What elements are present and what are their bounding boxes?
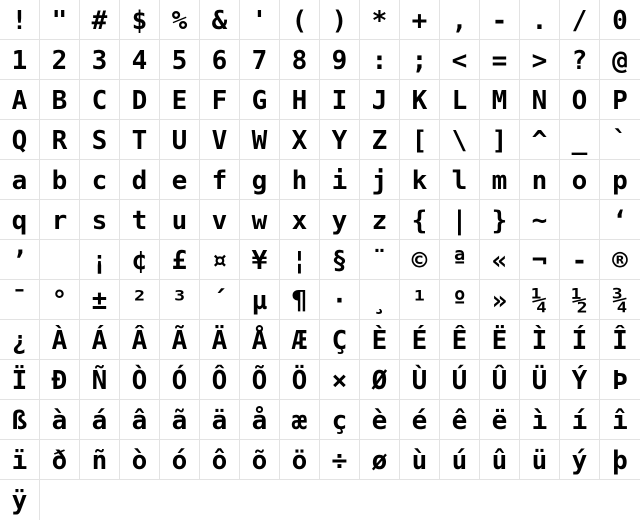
glyph-cell[interactable]: Ô <box>200 360 240 400</box>
glyph-cell[interactable]: ¿ <box>0 320 40 360</box>
glyph-cell[interactable]: 6 <box>200 40 240 80</box>
glyph-cell[interactable]: Ï <box>0 360 40 400</box>
glyph-cell[interactable]: K <box>400 80 440 120</box>
glyph-cell[interactable]: _ <box>560 120 600 160</box>
glyph-cell[interactable]: 2 <box>40 40 80 80</box>
glyph-cell[interactable]: ó <box>160 440 200 480</box>
glyph-cell[interactable]: Í <box>560 320 600 360</box>
glyph-cell[interactable]: \ <box>440 120 480 160</box>
glyph-cell[interactable]: v <box>200 200 240 240</box>
glyph-cell[interactable]: 4 <box>120 40 160 80</box>
glyph-cell[interactable]: J <box>360 80 400 120</box>
charmap-row <box>0 480 640 520</box>
glyph-cell[interactable]: V <box>200 120 240 160</box>
glyph-cell[interactable]: 8 <box>280 40 320 80</box>
glyph-cell[interactable]: & <box>200 0 240 40</box>
glyph-cell[interactable]: ° <box>40 280 80 320</box>
glyph-cell[interactable]: ` <box>600 120 640 160</box>
glyph-cell[interactable]: Æ <box>280 320 320 360</box>
glyph-cell[interactable]: < <box>440 40 480 80</box>
glyph-cell[interactable]: p <box>600 160 640 200</box>
glyph-cell[interactable]: 9 <box>320 40 360 80</box>
glyph-cell[interactable]: ³ <box>160 280 200 320</box>
glyph-cell[interactable]: ë <box>480 400 520 440</box>
glyph-cell[interactable]: M <box>480 80 520 120</box>
glyph-cell[interactable]: ! <box>0 0 40 40</box>
glyph-cell[interactable]: Ä <box>200 320 240 360</box>
glyph-cell[interactable]: ÷ <box>320 440 360 480</box>
glyph-cell[interactable]: Ê <box>440 320 480 360</box>
glyph-cell[interactable]: = <box>480 40 520 80</box>
glyph-cell[interactable]: o <box>560 160 600 200</box>
glyph-cell[interactable]: º <box>440 280 480 320</box>
glyph-cell[interactable]: þ <box>600 440 640 480</box>
glyph-cell[interactable]: S <box>80 120 120 160</box>
charmap-row <box>0 80 640 120</box>
glyph-cell[interactable]: y <box>320 200 360 240</box>
glyph-cell[interactable]: ‘ <box>600 200 640 240</box>
glyph-cell[interactable]: û <box>480 440 520 480</box>
glyph-cell[interactable]: Ø <box>360 360 400 400</box>
glyph-cell[interactable]: Ã <box>160 320 200 360</box>
glyph-cell[interactable]: w <box>240 200 280 240</box>
glyph-cell[interactable]: [ <box>400 120 440 160</box>
charmap-row <box>0 440 640 480</box>
glyph-cell[interactable]: ¾ <box>600 280 640 320</box>
glyph-cell[interactable]: Ù <box>400 360 440 400</box>
glyph-cell[interactable]: - <box>480 0 520 40</box>
glyph-cell[interactable]: 7 <box>240 40 280 80</box>
glyph-cell[interactable]: ö <box>280 440 320 480</box>
glyph-cell[interactable]: Á <box>80 320 120 360</box>
glyph-cell[interactable]: ¬ <box>520 240 560 280</box>
glyph-cell[interactable]: q <box>0 200 40 240</box>
glyph-cell[interactable]: E <box>160 80 200 120</box>
glyph-cell[interactable]: X <box>280 120 320 160</box>
glyph-cell[interactable]: æ <box>280 400 320 440</box>
glyph-cell[interactable]: ¡ <box>80 240 120 280</box>
glyph-cell[interactable]: f <box>200 160 240 200</box>
glyph-cell[interactable]: Ý <box>560 360 600 400</box>
glyph-cell[interactable]: ú <box>440 440 480 480</box>
glyph-cell[interactable]: õ <box>240 440 280 480</box>
glyph-cell[interactable]: Î <box>600 320 640 360</box>
glyph-cell[interactable]: Ñ <box>80 360 120 400</box>
glyph-cell[interactable]: × <box>320 360 360 400</box>
empty-glyph-cell <box>40 240 80 280</box>
glyph-cell[interactable]: À <box>40 320 80 360</box>
glyph-cell[interactable]: 3 <box>80 40 120 80</box>
glyph-cell[interactable]: Õ <box>240 360 280 400</box>
glyph-cell[interactable]: { <box>400 200 440 240</box>
glyph-cell[interactable]: ¦ <box>280 240 320 280</box>
glyph-cell[interactable]: ý <box>560 440 600 480</box>
glyph-cell[interactable]: Ë <box>480 320 520 360</box>
glyph-cell[interactable]: Y <box>320 120 360 160</box>
glyph-cell[interactable]: ¶ <box>280 280 320 320</box>
glyph-cell[interactable]: R <box>40 120 80 160</box>
glyph-cell[interactable]: n <box>520 160 560 200</box>
glyph-cell[interactable]: ê <box>440 400 480 440</box>
glyph-cell[interactable]: ' <box>240 0 280 40</box>
glyph-cell[interactable]: A <box>0 80 40 120</box>
glyph-cell[interactable]: ò <box>120 440 160 480</box>
glyph-cell[interactable]: e <box>160 160 200 200</box>
glyph-cell[interactable]: ® <box>600 240 640 280</box>
glyph-cell[interactable]: r <box>40 200 80 240</box>
glyph-cell[interactable]: ð <box>40 440 80 480</box>
glyph-cell[interactable]: ¹ <box>400 280 440 320</box>
glyph-cell[interactable]: ç <box>320 400 360 440</box>
glyph-cell[interactable]: i <box>320 160 360 200</box>
glyph-cell[interactable]: ÿ <box>0 480 40 520</box>
glyph-cell[interactable]: Ò <box>120 360 160 400</box>
glyph-cell[interactable]: ô <box>200 440 240 480</box>
glyph-cell[interactable]: § <box>320 240 360 280</box>
glyph-cell[interactable]: Þ <box>600 360 640 400</box>
charmap-row <box>0 0 640 40</box>
glyph-cell[interactable]: u <box>160 200 200 240</box>
glyph-cell[interactable]: ± <box>80 280 120 320</box>
glyph-cell[interactable]: µ <box>240 280 280 320</box>
glyph-cell[interactable]: ~ <box>520 200 560 240</box>
glyph-cell[interactable]: d <box>120 160 160 200</box>
glyph-cell[interactable]: s <box>80 200 120 240</box>
glyph-cell[interactable]: ; <box>400 40 440 80</box>
glyph-cell[interactable]: B <box>40 80 80 120</box>
glyph-cell[interactable]: t <box>120 200 160 240</box>
glyph-cell[interactable]: l <box>440 160 480 200</box>
glyph-cell[interactable]: © <box>400 240 440 280</box>
glyph-cell[interactable]: Û <box>480 360 520 400</box>
glyph-cell[interactable]: î <box>600 400 640 440</box>
glyph-cell[interactable]: Ó <box>160 360 200 400</box>
glyph-cell[interactable]: L <box>440 80 480 120</box>
glyph-cell[interactable]: # <box>80 0 120 40</box>
empty-glyph-cell <box>560 200 600 240</box>
glyph-cell[interactable]: ï <box>0 440 40 480</box>
glyph-cell[interactable]: b <box>40 160 80 200</box>
glyph-cell[interactable]: Ì <box>520 320 560 360</box>
glyph-cell[interactable]: - <box>560 240 600 280</box>
glyph-cell[interactable]: ¥ <box>240 240 280 280</box>
glyph-cell[interactable]: ^ <box>520 120 560 160</box>
glyph-cell[interactable]: ( <box>280 0 320 40</box>
glyph-cell[interactable]: ñ <box>80 440 120 480</box>
glyph-cell[interactable]: Q <box>0 120 40 160</box>
charmap-row <box>0 240 640 280</box>
glyph-cell[interactable]: Â <box>120 320 160 360</box>
glyph-cell[interactable]: · <box>320 280 360 320</box>
glyph-cell[interactable]: + <box>400 0 440 40</box>
glyph-cell[interactable]: ¸ <box>360 280 400 320</box>
glyph-cell[interactable]: D <box>120 80 160 120</box>
glyph-cell[interactable]: I <box>320 80 360 120</box>
glyph-cell[interactable]: Ü <box>520 360 560 400</box>
glyph-cell[interactable]: . <box>520 0 560 40</box>
glyph-cell[interactable]: ü <box>520 440 560 480</box>
charmap-row <box>0 160 640 200</box>
glyph-cell[interactable]: C <box>80 80 120 120</box>
glyph-cell[interactable]: ] <box>480 120 520 160</box>
glyph-cell[interactable]: H <box>280 80 320 120</box>
glyph-cell[interactable]: , <box>440 0 480 40</box>
glyph-cell[interactable]: | <box>440 200 480 240</box>
glyph-cell[interactable]: è <box>360 400 400 440</box>
glyph-cell[interactable]: % <box>160 0 200 40</box>
glyph-cell[interactable]: « <box>480 240 520 280</box>
glyph-cell[interactable]: m <box>480 160 520 200</box>
glyph-cell[interactable]: / <box>560 0 600 40</box>
glyph-cell[interactable]: ´ <box>200 280 240 320</box>
glyph-cell[interactable]: ’ <box>0 240 40 280</box>
glyph-cell[interactable]: í <box>560 400 600 440</box>
glyph-cell[interactable]: é <box>400 400 440 440</box>
glyph-cell[interactable]: N <box>520 80 560 120</box>
glyph-cell[interactable]: h <box>280 160 320 200</box>
glyph-cell[interactable]: ã <box>160 400 200 440</box>
glyph-cell[interactable]: ù <box>400 440 440 480</box>
glyph-cell[interactable]: ¯ <box>0 280 40 320</box>
glyph-cell[interactable]: P <box>600 80 640 120</box>
glyph-cell[interactable]: g <box>240 160 280 200</box>
glyph-cell[interactable]: @ <box>600 40 640 80</box>
glyph-cell[interactable]: O <box>560 80 600 120</box>
glyph-cell[interactable]: T <box>120 120 160 160</box>
glyph-cell[interactable]: à <box>40 400 80 440</box>
glyph-cell[interactable]: ¨ <box>360 240 400 280</box>
glyph-cell[interactable]: ) <box>320 0 360 40</box>
glyph-cell[interactable]: Å <box>240 320 280 360</box>
glyph-cell[interactable]: c <box>80 160 120 200</box>
glyph-cell[interactable]: x <box>280 200 320 240</box>
glyph-cell[interactable]: ª <box>440 240 480 280</box>
glyph-cell[interactable]: U <box>160 120 200 160</box>
glyph-cell[interactable]: $ <box>120 0 160 40</box>
glyph-cell[interactable]: £ <box>160 240 200 280</box>
glyph-cell[interactable]: Ç <box>320 320 360 360</box>
glyph-cell[interactable]: G <box>240 80 280 120</box>
charmap-row <box>0 200 640 240</box>
glyph-cell[interactable]: å <box>240 400 280 440</box>
glyph-cell[interactable]: Ö <box>280 360 320 400</box>
glyph-cell[interactable]: Ð <box>40 360 80 400</box>
glyph-cell[interactable]: ¤ <box>200 240 240 280</box>
glyph-cell[interactable]: " <box>40 0 80 40</box>
glyph-cell[interactable]: > <box>520 40 560 80</box>
charmap-row <box>0 40 640 80</box>
glyph-cell[interactable]: » <box>480 280 520 320</box>
glyph-cell[interactable]: ä <box>200 400 240 440</box>
charmap-row <box>0 360 640 400</box>
glyph-cell[interactable]: 0 <box>600 0 640 40</box>
glyph-cell[interactable]: ² <box>120 280 160 320</box>
glyph-cell[interactable]: â <box>120 400 160 440</box>
charmap-row <box>0 280 640 320</box>
glyph-cell[interactable]: Ú <box>440 360 480 400</box>
glyph-cell[interactable]: k <box>400 160 440 200</box>
glyph-cell[interactable]: ì <box>520 400 560 440</box>
charmap-row <box>0 400 640 440</box>
charmap-row <box>0 320 640 360</box>
glyph-cell[interactable]: ¢ <box>120 240 160 280</box>
glyph-cell[interactable]: á <box>80 400 120 440</box>
glyph-cell[interactable]: F <box>200 80 240 120</box>
charmap-row <box>0 120 640 160</box>
glyph-cell[interactable]: } <box>480 200 520 240</box>
glyph-cell[interactable]: Z <box>360 120 400 160</box>
glyph-cell[interactable]: ? <box>560 40 600 80</box>
glyph-cell[interactable]: : <box>360 40 400 80</box>
glyph-cell[interactable]: ½ <box>560 280 600 320</box>
glyph-cell[interactable]: È <box>360 320 400 360</box>
glyph-cell[interactable]: z <box>360 200 400 240</box>
glyph-cell[interactable]: É <box>400 320 440 360</box>
glyph-cell[interactable]: 5 <box>160 40 200 80</box>
glyph-cell[interactable]: j <box>360 160 400 200</box>
glyph-cell[interactable]: ø <box>360 440 400 480</box>
glyph-cell[interactable]: ¼ <box>520 280 560 320</box>
glyph-cell[interactable]: 1 <box>0 40 40 80</box>
glyph-cell[interactable]: * <box>360 0 400 40</box>
glyph-cell[interactable]: a <box>0 160 40 200</box>
glyph-cell[interactable]: W <box>240 120 280 160</box>
glyph-cell[interactable]: ß <box>0 400 40 440</box>
